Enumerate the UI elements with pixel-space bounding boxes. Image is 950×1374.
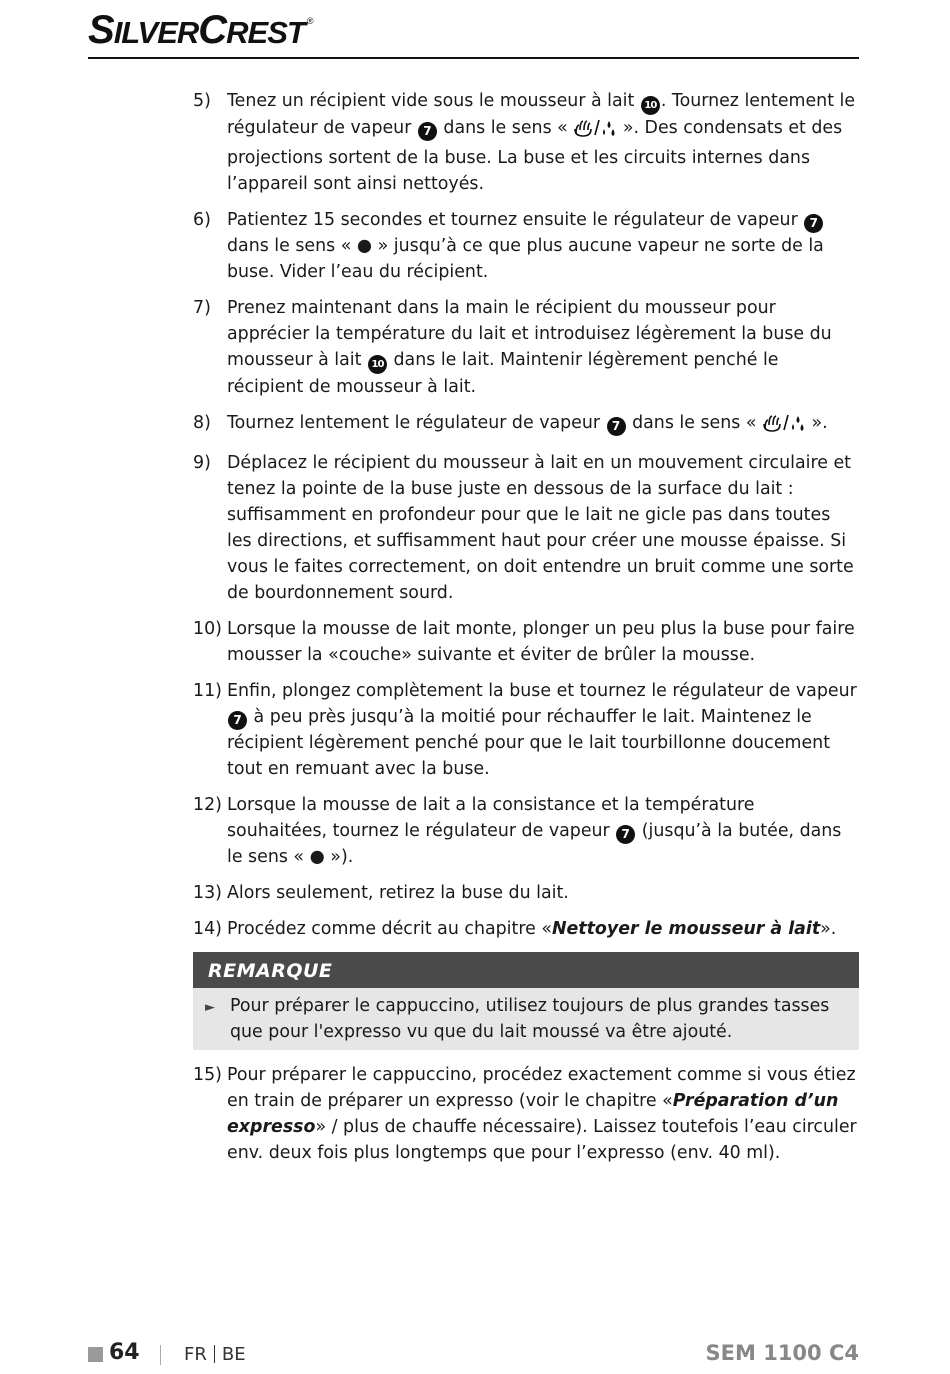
ref-badge: 10 <box>641 96 660 115</box>
note-box <box>193 952 859 1050</box>
page-number: 64 <box>109 1340 140 1365</box>
note-title: REMARQUE <box>193 952 859 988</box>
step-13: 13) Alors seulement, retirez la buse du lait. <box>193 883 569 903</box>
step-11: 11) Enfin, plongez complètement la buse et tournez le régulateur de vapeur 7 à peu près jusqu’à la moitié pour réchauffer le lait. Maintenez le récipient légèrement penché pour que le lait tourbillonne doucement tout en remuant avec la buse. <box>193 681 857 779</box>
language-codes: FR BE <box>184 1344 246 1365</box>
ref-badge: 7 <box>418 122 437 141</box>
silvercrest-logo: SILVERCREST ® <box>88 8 313 52</box>
footer-divider <box>160 1345 161 1365</box>
step-10: 10) Lorsque la mousse de lait monte, plonger un peu plus la buse pour faire mousser la «couche» suivante et éviter de brûler la mousse. <box>193 619 855 665</box>
step-8: 8) Tournez lentement le régulateur de vapeur 7 dans le sens « ». <box>193 410 859 440</box>
ref-badge: 7 <box>607 417 626 436</box>
page-marker-square <box>88 1347 103 1362</box>
step-14: 14) Procédez comme décrit au chapitre «Nettoyer le mousseur à lait». <box>193 919 837 939</box>
step-9: 9) Déplacez le récipient du mousseur à lait en un mouvement circulaire et tenez la pointe de la buse juste en dessous de la surface du lait : suffisamment en profondeur pour que le lait ne gicle pas dans toutes les directions, et suffisamment haut pour créer une mousse épaisse. Si vous le faites correctement, on doit entendre un bruit comme une sorte de bourdonnement sourd. <box>193 453 854 603</box>
step-12: 12) Lorsque la mousse de lait a la consistance et la température souhaitées, tournez le régulateur de vapeur 7 (jusqu’à la butée, dans le sens « ● »). <box>193 795 842 867</box>
header-divider <box>88 57 859 59</box>
chapter-reference: Préparation d’un expresso <box>227 1091 839 1137</box>
ref-badge: 7 <box>228 711 247 730</box>
page-header <box>88 6 859 60</box>
steam-symbol-icon <box>762 412 806 440</box>
ref-badge: 7 <box>804 214 823 233</box>
instructions-body <box>193 88 859 1176</box>
model-number: SEM 1100 C4 <box>705 1341 859 1365</box>
bullet-arrow-icon: ► <box>205 1000 215 1015</box>
step-6: 6) Patientez 15 secondes et tournez ensuite le régulateur de vapeur 7 dans le sens « ● » jusqu’à ce que plus aucune vapeur ne sorte de la buse. Vider l’eau du récipient. <box>193 210 824 282</box>
step-15: 15) Pour préparer le cappuccino, procédez exactement comme si vous étiez en train de préparer un expresso (voir le chapitre «Préparation d’un expresso» / plus de chauffe nécessaire). Laissez toutefois l’eau circuler env. deux fois plus longtemps que pour l’expresso (env. 40 ml). <box>193 1065 857 1163</box>
step-7: 7) Prenez maintenant dans la main le récipient du mousseur pour apprécier la température du lait et introduisez légèrement la buse du mousseur à lait 10 dans le lait. Maintenir légèrement penché le récipient de mousseur à lait. <box>193 298 832 397</box>
page-footer <box>88 1340 859 1370</box>
ref-badge: 7 <box>616 825 635 844</box>
chapter-reference: Nettoyer le mousseur à lait <box>551 919 821 939</box>
ref-badge: 10 <box>368 355 387 374</box>
steam-symbol-icon <box>573 117 617 145</box>
step-5: 5) Tenez un récipient vide sous le mousseur à lait 10 . Tournez lentement le régulateur de vapeur 7 dans le sens « ». Des condensats et des projections sortent de la buse. La buse et les circuits internes dans l’appareil sont ainsi nettoyés. <box>193 91 856 194</box>
note-body: ► Pour préparer le cappuccino, utilisez toujours de plus grandes tasses que pour l'expresso vu que du lait moussé va être ajouté. <box>193 988 859 1050</box>
